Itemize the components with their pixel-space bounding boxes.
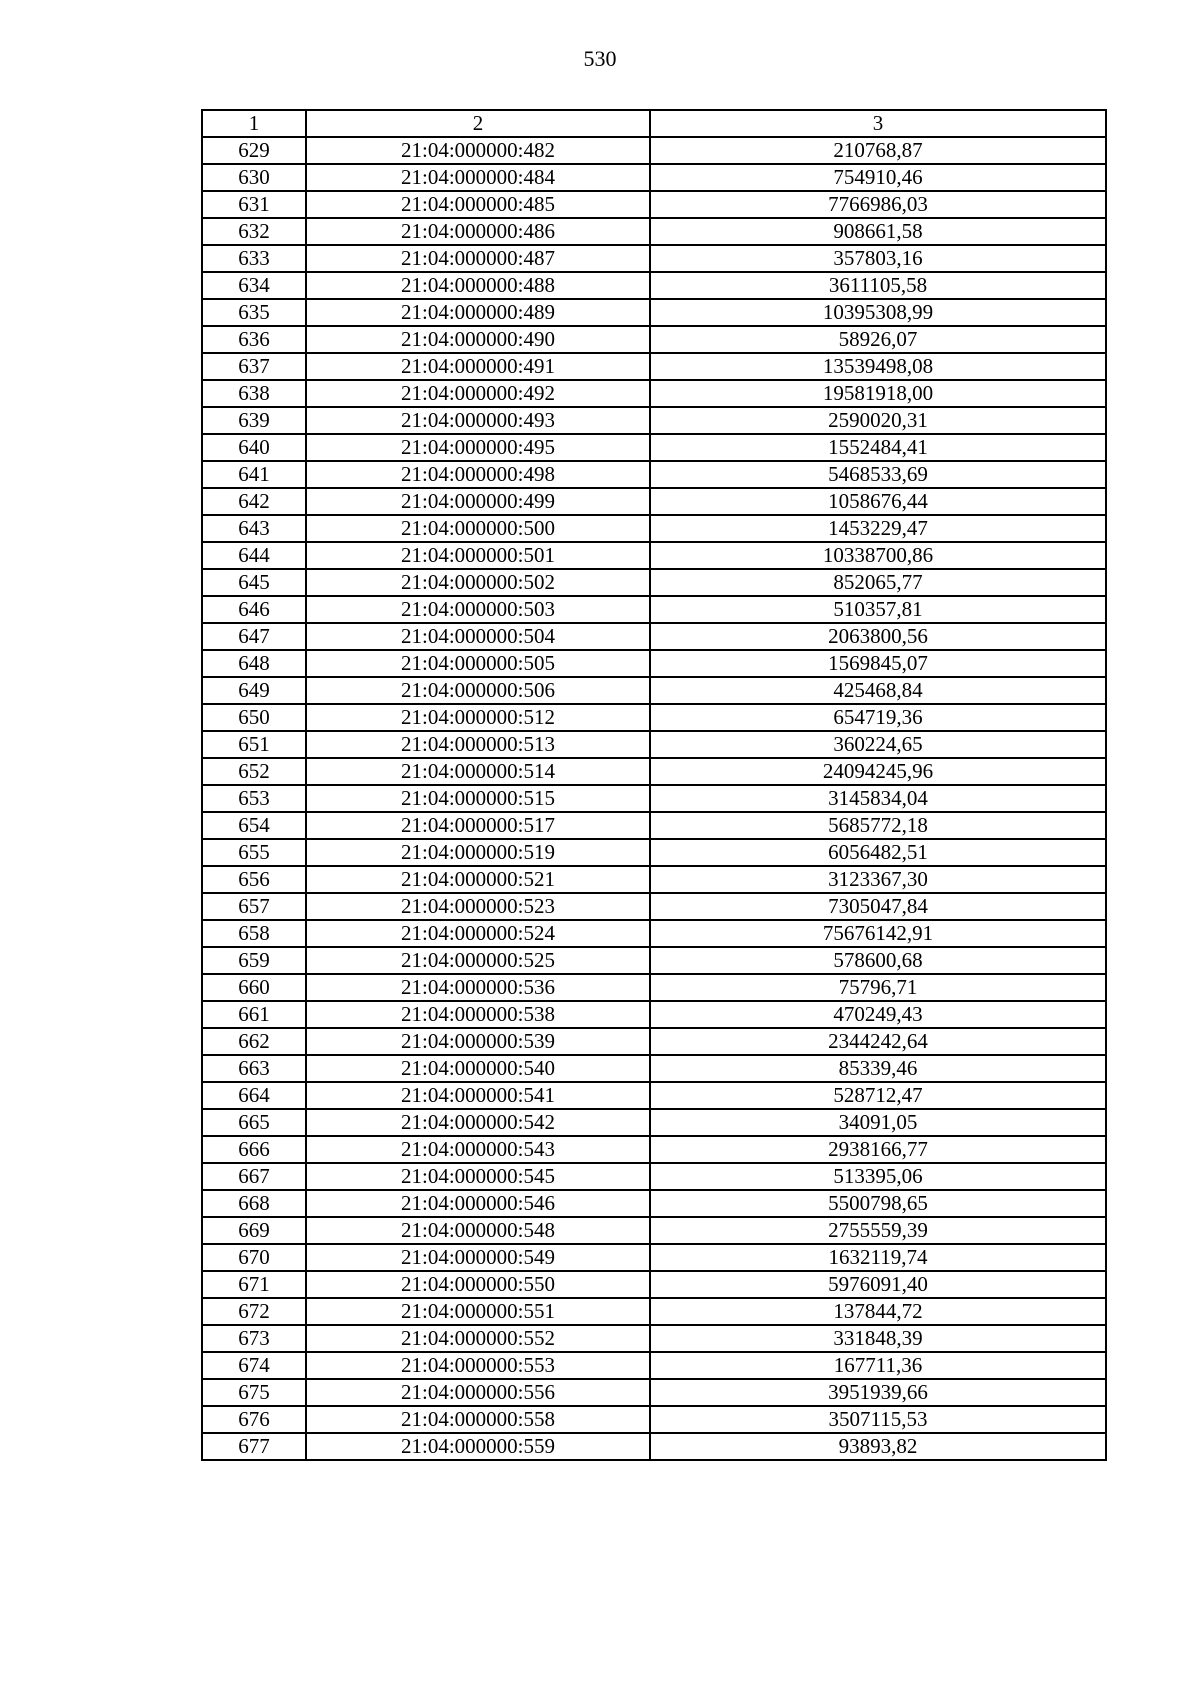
table-row <box>202 758 1106 785</box>
cadastral-number-cell: 21:04:000000:506 <box>306 677 650 704</box>
cadastral-number-cell: 21:04:000000:504 <box>306 623 650 650</box>
table-row <box>202 731 1106 758</box>
value-cell: 167711,36 <box>650 1352 1106 1379</box>
cadastral-number-cell: 21:04:000000:519 <box>306 839 650 866</box>
row-number-cell: 670 <box>202 1244 306 1271</box>
table-row <box>202 1109 1106 1136</box>
row-number-cell: 656 <box>202 866 306 893</box>
cadastral-number-cell: 21:04:000000:512 <box>306 704 650 731</box>
cadastral-number-cell: 21:04:000000:501 <box>306 542 650 569</box>
column-header-2: 2 <box>306 110 650 137</box>
row-number-cell: 675 <box>202 1379 306 1406</box>
value-cell: 10395308,99 <box>650 299 1106 326</box>
table-row <box>202 1136 1106 1163</box>
table-row <box>202 704 1106 731</box>
cadastral-number-cell: 21:04:000000:523 <box>306 893 650 920</box>
row-number-cell: 677 <box>202 1433 306 1460</box>
cadastral-number-cell: 21:04:000000:515 <box>306 785 650 812</box>
cadastral-number-cell: 21:04:000000:487 <box>306 245 650 272</box>
table-row <box>202 407 1106 434</box>
cadastral-number-cell: 21:04:000000:521 <box>306 866 650 893</box>
value-cell: 3951939,66 <box>650 1379 1106 1406</box>
value-cell: 852065,77 <box>650 569 1106 596</box>
row-number-cell: 635 <box>202 299 306 326</box>
cadastral-number-cell: 21:04:000000:485 <box>306 191 650 218</box>
row-number-cell: 631 <box>202 191 306 218</box>
table-row <box>202 1244 1106 1271</box>
value-cell: 2344242,64 <box>650 1028 1106 1055</box>
column-header-1: 1 <box>202 110 306 137</box>
table-row <box>202 947 1106 974</box>
cadastral-number-cell: 21:04:000000:548 <box>306 1217 650 1244</box>
cadastral-number-cell: 21:04:000000:503 <box>306 596 650 623</box>
row-number-cell: 647 <box>202 623 306 650</box>
table-body <box>202 137 1106 1460</box>
table-row <box>202 137 1106 164</box>
table-row <box>202 839 1106 866</box>
value-cell: 425468,84 <box>650 677 1106 704</box>
value-cell: 6056482,51 <box>650 839 1106 866</box>
table-row <box>202 812 1106 839</box>
row-number-cell: 665 <box>202 1109 306 1136</box>
table-header-row <box>202 110 1106 137</box>
value-cell: 2063800,56 <box>650 623 1106 650</box>
row-number-cell: 633 <box>202 245 306 272</box>
cadastral-number-cell: 21:04:000000:550 <box>306 1271 650 1298</box>
value-cell: 360224,65 <box>650 731 1106 758</box>
table-row <box>202 677 1106 704</box>
table-row <box>202 1298 1106 1325</box>
value-cell: 2938166,77 <box>650 1136 1106 1163</box>
value-cell: 578600,68 <box>650 947 1106 974</box>
table-row <box>202 299 1106 326</box>
value-cell: 75796,71 <box>650 974 1106 1001</box>
cadastral-number-cell: 21:04:000000:493 <box>306 407 650 434</box>
value-cell: 137844,72 <box>650 1298 1106 1325</box>
table-row <box>202 785 1106 812</box>
cadastral-number-cell: 21:04:000000:500 <box>306 515 650 542</box>
row-number-cell: 651 <box>202 731 306 758</box>
cadastral-number-cell: 21:04:000000:513 <box>306 731 650 758</box>
value-cell: 19581918,00 <box>650 380 1106 407</box>
table-row <box>202 1001 1106 1028</box>
cadastral-number-cell: 21:04:000000:536 <box>306 974 650 1001</box>
value-cell: 10338700,86 <box>650 542 1106 569</box>
value-cell: 85339,46 <box>650 1055 1106 1082</box>
value-cell: 908661,58 <box>650 218 1106 245</box>
value-cell: 3611105,58 <box>650 272 1106 299</box>
value-cell: 5468533,69 <box>650 461 1106 488</box>
table-row <box>202 569 1106 596</box>
table-row <box>202 245 1106 272</box>
value-cell: 3145834,04 <box>650 785 1106 812</box>
row-number-cell: 645 <box>202 569 306 596</box>
row-number-cell: 654 <box>202 812 306 839</box>
row-number-cell: 639 <box>202 407 306 434</box>
value-cell: 3507115,53 <box>650 1406 1106 1433</box>
cadastral-number-cell: 21:04:000000:525 <box>306 947 650 974</box>
cadastral-number-cell: 21:04:000000:499 <box>306 488 650 515</box>
table-row <box>202 1406 1106 1433</box>
cadastral-number-cell: 21:04:000000:558 <box>306 1406 650 1433</box>
table-row <box>202 542 1106 569</box>
cadastral-number-cell: 21:04:000000:486 <box>306 218 650 245</box>
value-cell: 7305047,84 <box>650 893 1106 920</box>
value-cell: 1569845,07 <box>650 650 1106 677</box>
cadastral-number-cell: 21:04:000000:556 <box>306 1379 650 1406</box>
table-row <box>202 353 1106 380</box>
cadastral-number-cell: 21:04:000000:546 <box>306 1190 650 1217</box>
row-number-cell: 646 <box>202 596 306 623</box>
value-cell: 5685772,18 <box>650 812 1106 839</box>
value-cell: 1453229,47 <box>650 515 1106 542</box>
row-number-cell: 653 <box>202 785 306 812</box>
value-cell: 1632119,74 <box>650 1244 1106 1271</box>
row-number-cell: 657 <box>202 893 306 920</box>
table-row <box>202 920 1106 947</box>
table-row <box>202 893 1106 920</box>
row-number-cell: 664 <box>202 1082 306 1109</box>
table-row <box>202 1055 1106 1082</box>
column-header-3: 3 <box>650 110 1106 137</box>
cadastral-number-cell: 21:04:000000:505 <box>306 650 650 677</box>
value-cell: 2590020,31 <box>650 407 1106 434</box>
cadastral-number-cell: 21:04:000000:542 <box>306 1109 650 1136</box>
value-cell: 331848,39 <box>650 1325 1106 1352</box>
row-number-cell: 642 <box>202 488 306 515</box>
row-number-cell: 634 <box>202 272 306 299</box>
row-number-cell: 674 <box>202 1352 306 1379</box>
row-number-cell: 632 <box>202 218 306 245</box>
cadastral-number-cell: 21:04:000000:490 <box>306 326 650 353</box>
table-row <box>202 974 1106 1001</box>
table-row <box>202 1379 1106 1406</box>
data-table <box>201 109 1107 1461</box>
table-row <box>202 326 1106 353</box>
row-number-cell: 648 <box>202 650 306 677</box>
cadastral-number-cell: 21:04:000000:489 <box>306 299 650 326</box>
table-row <box>202 272 1106 299</box>
cadastral-number-cell: 21:04:000000:491 <box>306 353 650 380</box>
cadastral-number-cell: 21:04:000000:545 <box>306 1163 650 1190</box>
value-cell: 13539498,08 <box>650 353 1106 380</box>
cadastral-number-cell: 21:04:000000:517 <box>306 812 650 839</box>
value-cell: 513395,06 <box>650 1163 1106 1190</box>
cadastral-number-cell: 21:04:000000:553 <box>306 1352 650 1379</box>
value-cell: 34091,05 <box>650 1109 1106 1136</box>
cadastral-number-cell: 21:04:000000:502 <box>306 569 650 596</box>
table-row <box>202 650 1106 677</box>
cadastral-number-cell: 21:04:000000:514 <box>306 758 650 785</box>
table-row <box>202 1352 1106 1379</box>
table-row <box>202 434 1106 461</box>
row-number-cell: 655 <box>202 839 306 866</box>
row-number-cell: 652 <box>202 758 306 785</box>
row-number-cell: 629 <box>202 137 306 164</box>
cadastral-number-cell: 21:04:000000:482 <box>306 137 650 164</box>
row-number-cell: 643 <box>202 515 306 542</box>
value-cell: 528712,47 <box>650 1082 1106 1109</box>
row-number-cell: 662 <box>202 1028 306 1055</box>
row-number-cell: 658 <box>202 920 306 947</box>
value-cell: 75676142,91 <box>650 920 1106 947</box>
cadastral-number-cell: 21:04:000000:541 <box>306 1082 650 1109</box>
cadastral-number-cell: 21:04:000000:543 <box>306 1136 650 1163</box>
cadastral-number-cell: 21:04:000000:551 <box>306 1298 650 1325</box>
row-number-cell: 637 <box>202 353 306 380</box>
row-number-cell: 671 <box>202 1271 306 1298</box>
row-number-cell: 666 <box>202 1136 306 1163</box>
value-cell: 654719,36 <box>650 704 1106 731</box>
cadastral-number-cell: 21:04:000000:540 <box>306 1055 650 1082</box>
value-cell: 210768,87 <box>650 137 1106 164</box>
value-cell: 357803,16 <box>650 245 1106 272</box>
value-cell: 2755559,39 <box>650 1217 1106 1244</box>
value-cell: 3123367,30 <box>650 866 1106 893</box>
row-number-cell: 641 <box>202 461 306 488</box>
row-number-cell: 649 <box>202 677 306 704</box>
row-number-cell: 673 <box>202 1325 306 1352</box>
table-row <box>202 1271 1106 1298</box>
table-row <box>202 1028 1106 1055</box>
cadastral-number-cell: 21:04:000000:538 <box>306 1001 650 1028</box>
row-number-cell: 630 <box>202 164 306 191</box>
row-number-cell: 638 <box>202 380 306 407</box>
cadastral-number-cell: 21:04:000000:498 <box>306 461 650 488</box>
table-row <box>202 1163 1106 1190</box>
table-row <box>202 623 1106 650</box>
cadastral-number-cell: 21:04:000000:495 <box>306 434 650 461</box>
value-cell: 58926,07 <box>650 326 1106 353</box>
table-row <box>202 218 1106 245</box>
value-cell: 1552484,41 <box>650 434 1106 461</box>
value-cell: 510357,81 <box>650 596 1106 623</box>
row-number-cell: 660 <box>202 974 306 1001</box>
table-row <box>202 380 1106 407</box>
value-cell: 470249,43 <box>650 1001 1106 1028</box>
table-row <box>202 461 1106 488</box>
row-number-cell: 667 <box>202 1163 306 1190</box>
table-row <box>202 1217 1106 1244</box>
table-row <box>202 164 1106 191</box>
cadastral-number-cell: 21:04:000000:552 <box>306 1325 650 1352</box>
value-cell: 754910,46 <box>650 164 1106 191</box>
page-number: 530 <box>583 46 617 71</box>
row-number-cell: 644 <box>202 542 306 569</box>
row-number-cell: 676 <box>202 1406 306 1433</box>
value-cell: 24094245,96 <box>650 758 1106 785</box>
row-number-cell: 668 <box>202 1190 306 1217</box>
value-cell: 5976091,40 <box>650 1271 1106 1298</box>
row-number-cell: 672 <box>202 1298 306 1325</box>
table-row <box>202 191 1106 218</box>
row-number-cell: 640 <box>202 434 306 461</box>
table-row <box>202 866 1106 893</box>
row-number-cell: 669 <box>202 1217 306 1244</box>
table-row <box>202 1082 1106 1109</box>
row-number-cell: 650 <box>202 704 306 731</box>
row-number-cell: 636 <box>202 326 306 353</box>
row-number-cell: 663 <box>202 1055 306 1082</box>
table-row <box>202 1325 1106 1352</box>
cadastral-number-cell: 21:04:000000:492 <box>306 380 650 407</box>
cadastral-number-cell: 21:04:000000:549 <box>306 1244 650 1271</box>
table-row <box>202 1190 1106 1217</box>
cadastral-number-cell: 21:04:000000:484 <box>306 164 650 191</box>
cadastral-number-cell: 21:04:000000:524 <box>306 920 650 947</box>
cadastral-number-cell: 21:04:000000:539 <box>306 1028 650 1055</box>
value-cell: 5500798,65 <box>650 1190 1106 1217</box>
row-number-cell: 659 <box>202 947 306 974</box>
row-number-cell: 661 <box>202 1001 306 1028</box>
value-cell: 7766986,03 <box>650 191 1106 218</box>
table-row <box>202 596 1106 623</box>
table-row <box>202 488 1106 515</box>
table-row <box>202 515 1106 542</box>
cadastral-number-cell: 21:04:000000:488 <box>306 272 650 299</box>
value-cell: 1058676,44 <box>650 488 1106 515</box>
table-row <box>202 1433 1106 1460</box>
value-cell: 93893,82 <box>650 1433 1106 1460</box>
cadastral-number-cell: 21:04:000000:559 <box>306 1433 650 1460</box>
